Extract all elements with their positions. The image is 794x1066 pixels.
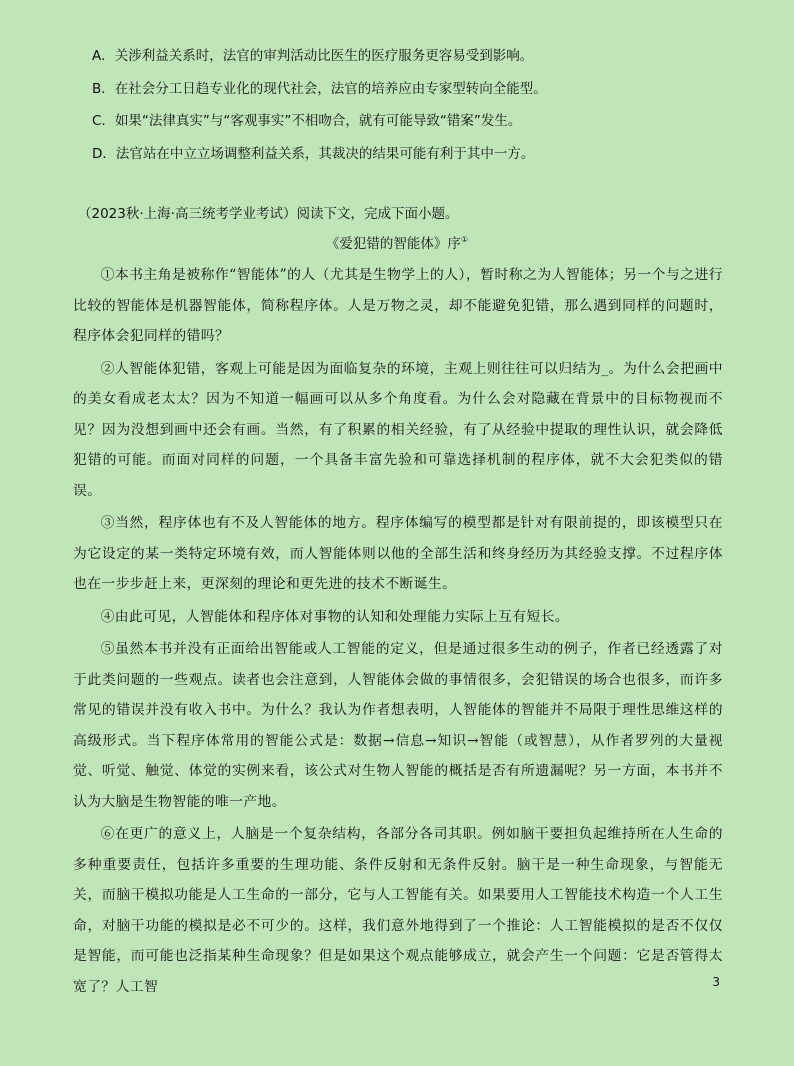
option-c[interactable]: C．如果“法律真实”与“客观事实”不相吻合，就有可能导致“错案”发生。 <box>92 113 522 129</box>
option-text: 在社会分工日趋专业化的现代社会，法官的培养应由专家型转向全能型。 <box>114 80 547 97</box>
option-text: 关涉利益关系时，法官的审判活动比医生的医疗服务更容易受到影响。 <box>114 48 534 64</box>
title-footnote-mark: ① <box>460 235 469 244</box>
option-text: 法官站在中立立场调整利益关系，其裁决的结果可能有利于其中一方。 <box>115 145 535 162</box>
option-text: 如果“法律真实”与“客观事实”不相吻合，就有可能导致“错案”发生。 <box>114 113 522 129</box>
option-letter: B <box>92 80 102 97</box>
page-number: 3 <box>712 975 720 989</box>
answer-options <box>92 40 732 170</box>
article-title-text: 《爱犯错的智能体》序 <box>325 236 461 252</box>
question-intro: （2023秋·上海·高三统考学业考试）阅读下文，完成下面小题。 <box>78 206 459 222</box>
article-title <box>0 232 794 252</box>
paragraph-1: ①本书主角是被称作“智能体”的人（尤其是生物学上的人），暂时称之为人智能体；另一个与之进行比较的智能体是机器智能体，简称程序体。人是万物之灵，却不能避免犯错，那么遇到同样的问题时，程序体会犯同样的错吗？ <box>73 267 723 344</box>
paragraph-3: ③当然，程序体也有不及人智能体的地方。程序体编写的模型都是针对有限前提的，即该模型只在为它设定的某一类特定环境有效，而人智能体则以他的全部生活和终身经历为其经验支撑。不过程序体也在一步步赶上来，更深刻的理论和更先进的技术不断诞生。 <box>73 515 723 592</box>
paragraph-2: ②人智能体犯错，客观上可能是因为面临复杂的环境，主观上则往往可以归结为_。为什么会把画中的美女看成老太太？因为不知道一幅画可以从多个角度看。为什么会对隐藏在背景中的目标物视而不见？因为没想到画中还会有画。当然，有了积累的相关经验，有了从经验中提取的理性认识，就会降低犯错的可能。而面对同样的问题，一个具备丰富先验和可靠选择机制的程序体，就不大会犯类似的错误。 <box>73 360 723 499</box>
option-b[interactable]: B．在社会分工日趋专业化的现代社会，法官的培养应由专家型转向全能型。 <box>92 80 547 97</box>
option-letter: C <box>92 113 102 129</box>
paragraph-6: ⑥在更广的意义上，人脑是一个复杂结构，各部分各司其职。例如脑干要担负起维持所在人生命的多种重要责任，包括许多重要的生理功能、条件反射和无条件反射。脑干是一种生命现象，与智能无关，而脑干模拟功能是人工生命的一部分，它与人工智能有关。如果要用人工智能技术构造一个人工生命，对脑干功能的模拟是必不可少的。这样，我们意外地得到了一个推论：人工智能模拟的是否不仅仅是智能，而可能也泛指某种生命现象？但是如果这个观点能够成立，就会产生一个问题：它是否管得太宽了？人工智 <box>73 826 723 995</box>
option-letter: D <box>92 145 103 162</box>
paragraph-5: ⑤虽然本书并没有正面给出智能或人工智能的定义，但是通过很多生动的例子，作者已经透露了对于此类问题的一些观点。读者也会注意到，人智能体会做的事情很多，会犯错误的场合也很多，而许多常见的错误并没有收入书中。为什么？我认为作者想表明，人智能体的智能并不局限于理性思维这样的高级形式。当下程序体常用的智能公式是：数据→信息→知识→智能（或智慧），从作者罗列的大量视觉、听觉、触觉、体觉的实例来看，该公式对生物人智能的概括是否有所遗漏呢？另一方面，本书并不认为大脑是生物智能的唯一产地。 <box>73 641 723 810</box>
article-body <box>73 260 723 1004</box>
option-letter: A <box>92 48 102 64</box>
option-a[interactable]: A．关涉利益关系时，法官的审判活动比医生的医疗服务更容易受到影响。 <box>92 48 534 64</box>
option-d[interactable]: D．法官站在中立立场调整利益关系，其裁决的结果可能有利于其中一方。 <box>92 145 535 162</box>
paragraph-4: ④由此可见，人智能体和程序体对事物的认知和处理能力实际上互有短长。 <box>100 608 570 625</box>
